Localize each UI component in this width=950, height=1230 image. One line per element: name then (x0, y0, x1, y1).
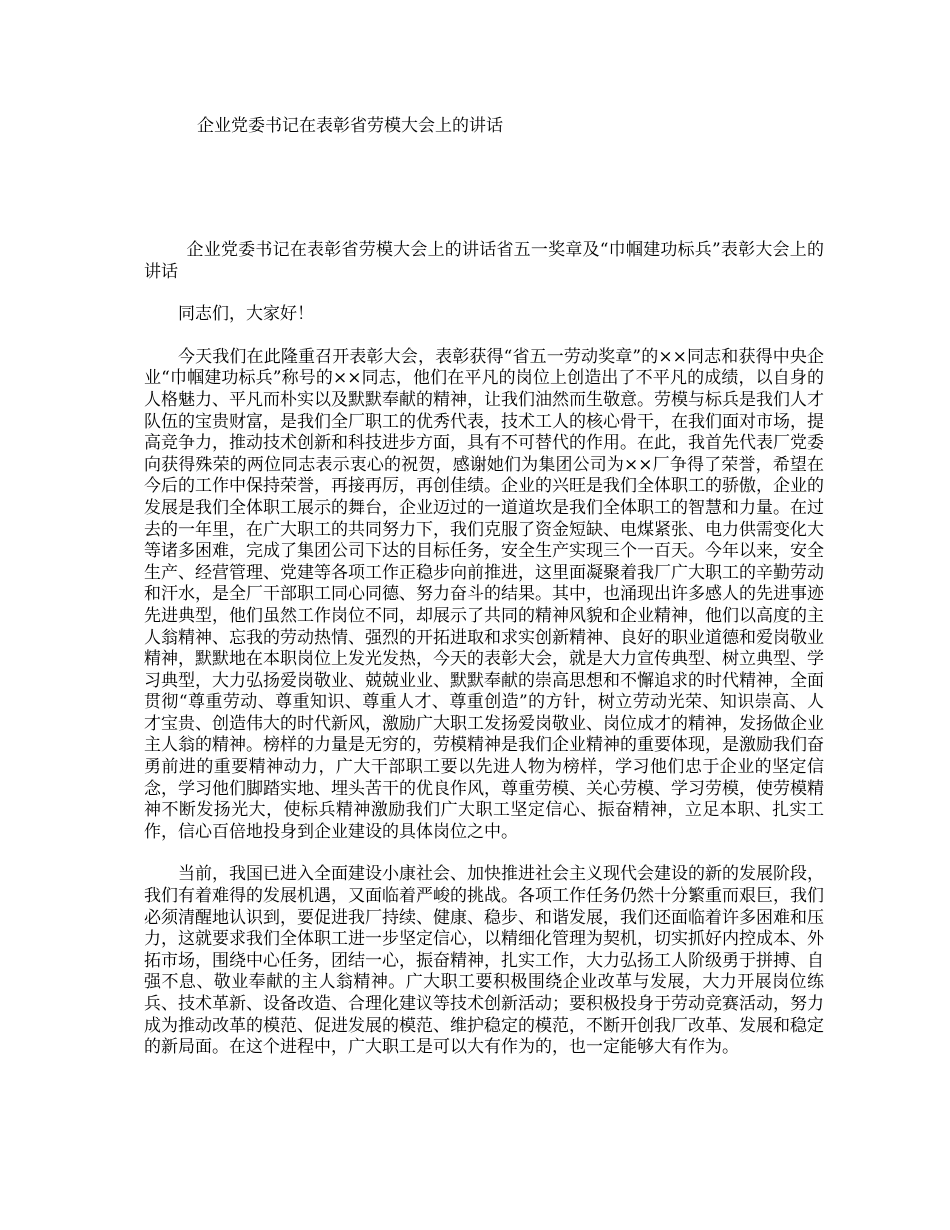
document-subtitle: 企业党委书记在表彰省劳模大会上的讲话省五一奖章及“巾帼建功标兵”表彰大会上的讲话 (144, 240, 824, 282)
document-title: 企业党委书记在表彰省劳模大会上的讲话 (197, 116, 503, 136)
greeting: 同志们，大家好！ (178, 304, 314, 325)
paragraph-1: 今天我们在此隆重召开表彰大会，表彰获得“省五一劳动奖章”的××同志和获得中央企业“巾帼建功标兵”称号的××同志，他们在平凡的岗位上创造出了不平凡的成绩，以自身的人格魅力、平凡而朴实以及默默奉献的精神，让我们油然而生敬意。劳模与标兵是我们人才队伍的宝贵财富，是我们全厂职工的优秀代表，技术工人的核心骨干，在我们面对市场，提高竞争力，推动技术创新和科技进步方面，具有不可替代的作用。在此，我首先代表厂党委向获得殊荣的两位同志表示衷心的祝贺，感谢她们为集团公司为××厂争得了荣誉，希望在今后的工作中保持荣誉，再接再厉，再创佳绩。企业的兴旺是我们全体职工的骄傲，企业的发展是我们全体职工展示的舞台，企业迈过的一道道坎是我们全体职工的智慧和力量。在过去的一年里，在广大职工的共同努力下，我们克服了资金短缺、电煤紧张、电力供需变化大等诸多困难，完成了集团公司下达的目标任务，安全生产实现三个一百天。今年以来，安全生产、经营管理、党建等各项工作正稳步向前推进，这里面凝聚着我厂广大职工的辛勤劳动和汗水，是全厂干部职工同心同德、努力奋斗的结果。其中，也涌现出许多感人的先进事迹先进典型，他们虽然工作岗位不同，却展示了共同的精神风貌和企业精神，他们以高度的主人翁精神、忘我的劳动热情、强烈的开拓进取和求实创新精神、良好的职业道德和爱岗敬业精神，默默地在本职岗位上发光发热，今天的表彰大会，就是大力宣传典型、树立典型、学习典型，大力弘扬爱岗敬业、兢兢业业、默默奉献的崇高思想和不懈追求的时代精神，全面贯彻“尊重劳动、尊重知识、尊重人才、尊重创造”的方针，树立劳动光荣、知识崇高、人才宝贵、创造伟大的时代新风，激励广大职工发扬爱岗敬业、岗位成才的精神，发扬做企业主人翁的精神。榜样的力量是无穷的，劳模精神是我们企业精神的重要体现，是激励我们奋勇前进的重要精神动力，广大干部职工要以先进人物为榜样，学习他们忠于企业的坚定信念，学习他们脚踏实地、埋头苦干的优良作风，尊重劳模、关心劳模、学习劳模，使劳模精神不断发扬光大，使标兵精神激励我们广大职工坚定信心、振奋精神，立足本职、扎实工作，信心百倍地投身到企业建设的具体岗位之中。 (144, 346, 824, 842)
document-body (144, 240, 824, 1059)
paragraph-2: 当前，我国已进入全面建设小康社会、加快推进社会主义现代会建设的新的发展阶段，我们有着难得的发展机遇，又面临着严峻的挑战。各项工作任务仍然十分繁重而艰巨，我们必须清醒地认识到，要促进我厂持续、健康、稳步、和谐发展，我们还面临着许多困难和压力，这就要求我们全体职工进一步坚定信心，以精细化管理为契机，切实抓好内控成本、外拓市场，围绕中心任务，团结一心，振奋精神，扎实工作，大力弘扬工人阶级勇于拼搏、自强不息、敬业奉献的主人翁精神。广大职工要积极围绕企业改革与发展，大力开展岗位练兵、技术革新、设备改造、合理化建议等技术创新活动；要积极投身于劳动竞赛活动，努力成为推动改革的模范、促进发展的模范、维护稳定的模范，不断开创我厂改革、发展和稳定的新局面。在这个进程中，广大职工是可以大有作为的，也一定能够大有作为。 (144, 864, 824, 1058)
